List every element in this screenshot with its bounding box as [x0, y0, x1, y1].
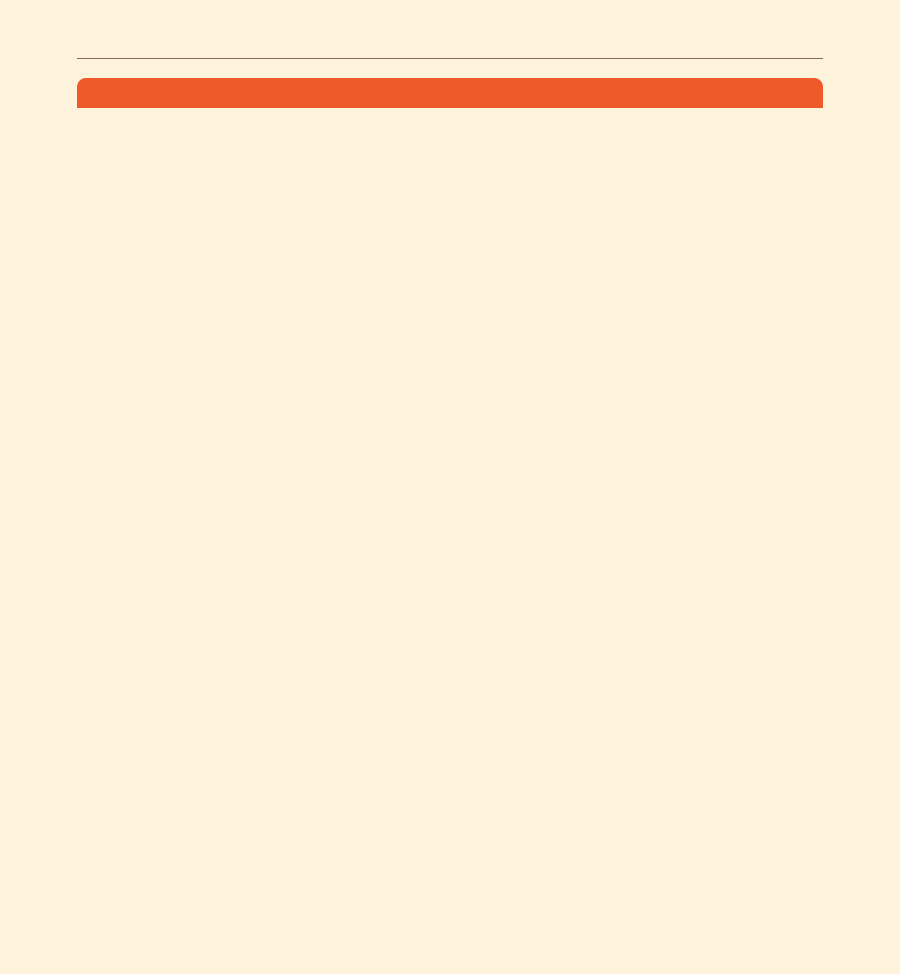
- table-header: [77, 78, 823, 108]
- title-divider: [77, 58, 823, 59]
- curriculum-table: [77, 78, 823, 108]
